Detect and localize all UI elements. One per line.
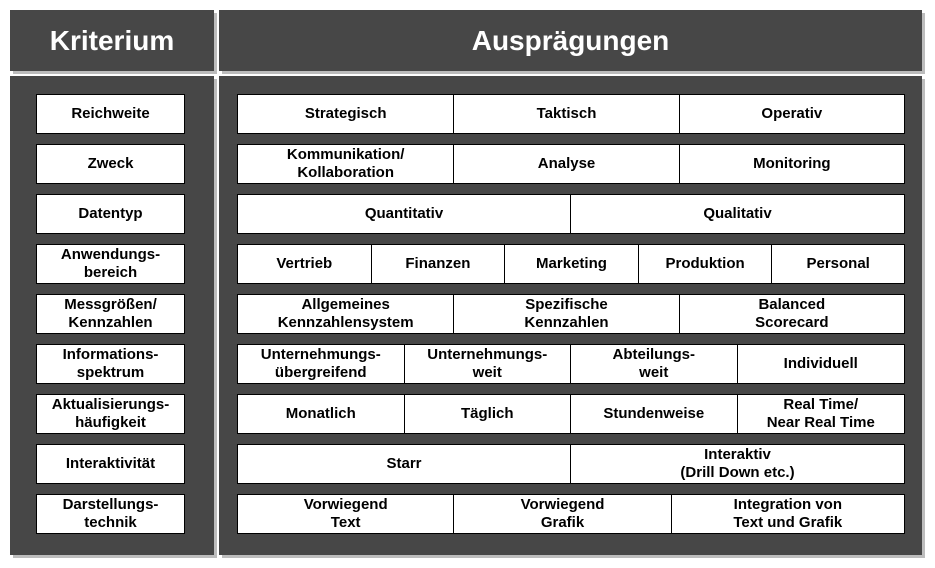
criterion-cell: Aktualisierungs- häufigkeit (36, 394, 185, 434)
values-row (237, 294, 905, 334)
criterion-cell: Anwendungs- bereich (36, 244, 185, 284)
value-cell: Monatlich (238, 395, 405, 433)
criterion-cell: Zweck (36, 144, 185, 184)
values-header-panel (219, 10, 922, 71)
value-cell: Kommunikation/ Kollaboration (238, 145, 454, 183)
value-cell: Spezifische Kennzahlen (454, 295, 679, 333)
value-cell: Real Time/ Near Real Time (766, 396, 875, 431)
value-cell: Interaktiv (Drill Down etc.) (680, 446, 795, 481)
values-row (237, 444, 905, 484)
value-cell: Qualitativ (703, 205, 772, 222)
value-cell: Starr (238, 445, 571, 483)
criterion-cell: Messgrößen/ Kennzahlen (36, 294, 185, 334)
criterion-header-panel (10, 10, 214, 71)
criterion-cell: Informations- spektrum (36, 344, 185, 384)
value-cell: Allgemeines Kennzahlensystem (238, 295, 454, 333)
value-cell: Monitoring (753, 155, 831, 172)
value-cell: Marketing (505, 245, 639, 283)
value-cell: Unternehmungs- übergreifend (238, 345, 405, 383)
value-cell: Vorwiegend Grafik (454, 495, 671, 533)
criterion-cell: Reichweite (36, 94, 185, 134)
values-row (237, 494, 905, 534)
values-row (237, 194, 905, 234)
value-cell: Vorwiegend Text (238, 495, 454, 533)
values-row (237, 244, 905, 284)
criterion-cell: Datentyp (36, 194, 185, 234)
values-column (219, 76, 922, 555)
value-cell: Produktion (639, 245, 773, 283)
values-row (237, 394, 905, 434)
criterion-header: Kriterium (49, 24, 175, 56)
value-cell: Vertrieb (238, 245, 372, 283)
value-cell: Täglich (405, 395, 572, 433)
value-cell: Taktisch (454, 95, 679, 133)
value-cell: Balanced Scorecard (755, 296, 829, 331)
values-row (237, 94, 905, 134)
values-row (237, 144, 905, 184)
value-cell: Strategisch (238, 95, 454, 133)
value-cell: Unternehmungs- weit (405, 345, 572, 383)
value-cell: Stundenweise (571, 395, 738, 433)
value-cell: Individuell (783, 355, 858, 372)
values-row (237, 344, 905, 384)
value-cell: Finanzen (372, 245, 506, 283)
value-cell: Integration von Text und Grafik (733, 496, 843, 531)
value-cell: Abteilungs- weit (571, 345, 738, 383)
criterion-cell: Interaktivität (36, 444, 185, 484)
value-cell: Analyse (454, 145, 679, 183)
criteria-column (10, 76, 214, 555)
value-cell: Operativ (761, 105, 823, 122)
criterion-cell: Darstellungs- technik (36, 494, 185, 534)
value-cell: Personal (806, 255, 870, 272)
value-cell: Quantitativ (238, 195, 571, 233)
values-header: Ausprägungen (471, 24, 670, 56)
